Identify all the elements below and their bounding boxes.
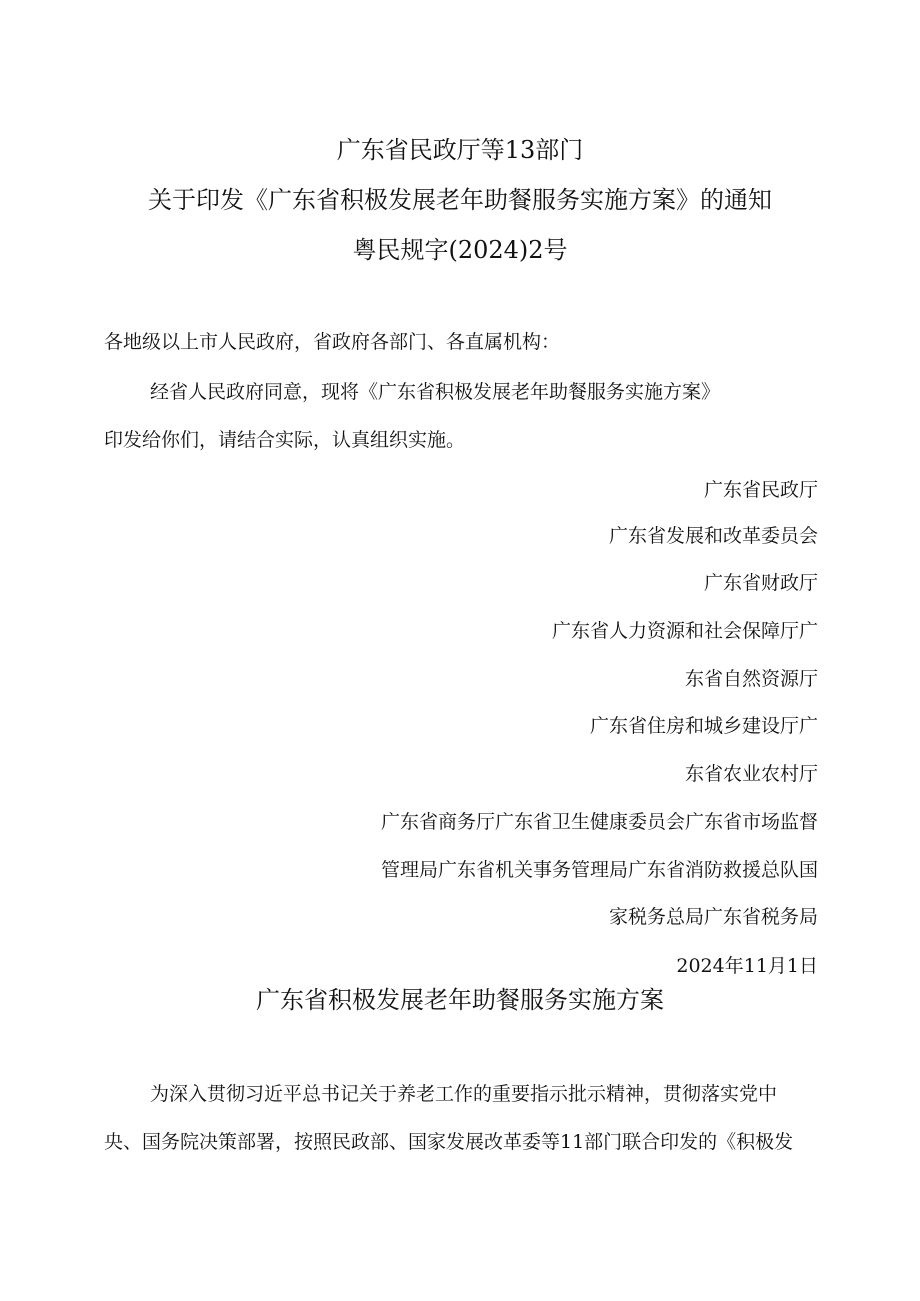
signatory-line: 东省自然资源厅 [684,668,818,690]
signatory-line: 广东省住房和城乡建设厅广 [589,715,818,737]
addressee: 各地级以上市人民政府，省政府各部门、各直属机构： [104,331,561,353]
signatory-line: 广东省人力资源和社会保障厅广 [551,620,818,642]
header-notice-title: 关于印发《广东省积极发展老年助餐服务实施方案》的通知 [148,186,772,214]
signatory-line: 广东省民政厅 [703,479,818,501]
signatory-line: 广东省发展和改革委员会 [608,525,818,547]
plan-paragraph-line1: 为深入贯彻习近平总书记关于养老工作的重要指示批示精神，贯彻落实党中 [150,1083,778,1105]
signatory-line: 管理局广东省机关事务管理局广东省消防救援总队国 [380,859,818,881]
signatory-line: 家税务总局广东省税务局 [608,906,818,928]
header-issuer: 广东省民政厅等13部门 [336,136,584,164]
signatory-line: 广东省商务厅广东省卫生健康委员会广东省市场监督 [380,811,818,833]
header-doc-number: 粤民规字(2024)2号 [352,236,568,264]
issue-date: 2024年11月1日 [676,955,818,977]
plan-paragraph-line2: 央、国务院决策部署，按照民政部、国家发展改革委等11部门联合印发的《积极发 [104,1131,794,1153]
plan-title: 广东省积极发展老年助餐服务实施方案 [256,986,664,1014]
notice-body-line1: 经省人民政府同意，现将《广东省积极发展老年助餐服务实施方案》 [150,381,721,403]
signatory-line: 东省农业农村厅 [684,763,818,785]
signatory-line: 广东省财政厅 [703,572,818,594]
notice-body-line2: 印发给你们，请结合实际，认真组织实施。 [104,429,466,451]
